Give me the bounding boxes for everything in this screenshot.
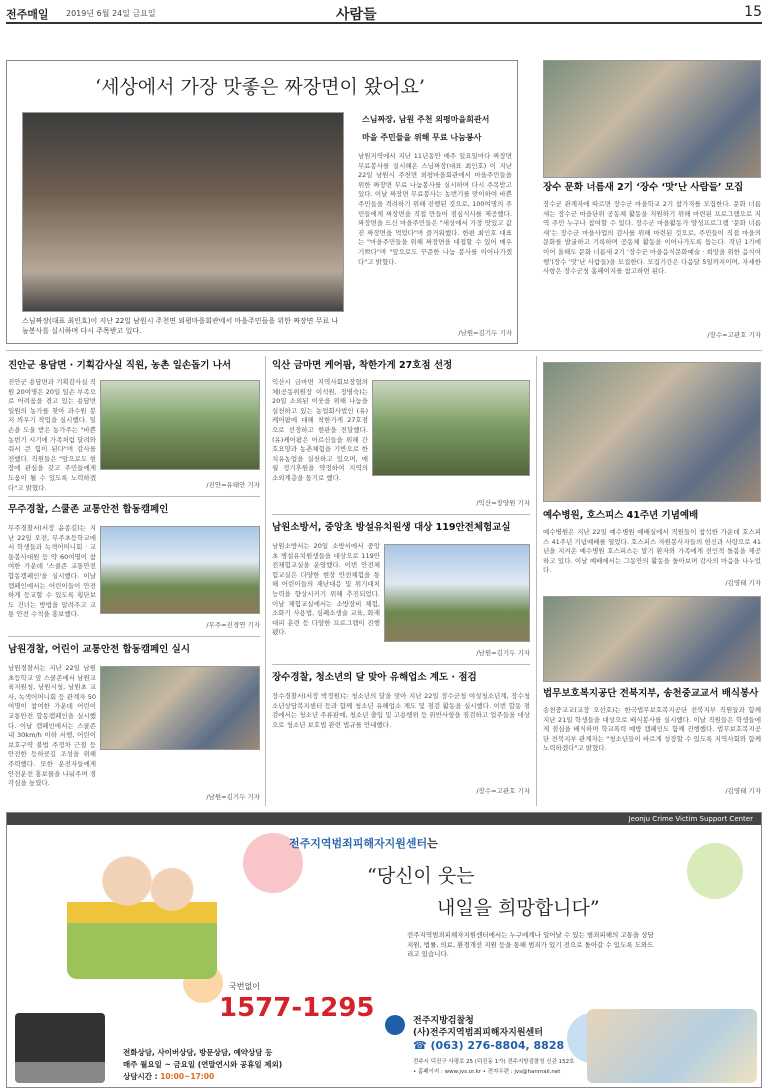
yesu-photo (543, 362, 761, 502)
jungang-headline: 남원소방서, 중앙초 방설유치원생 대상 119안전체험교실 (272, 522, 511, 533)
jinan-body: 진안군 용담면과 기획감사실 직원 20여명은 20일 일손 부족으로 어려움을 겪고 있는 용담면 일원의 농가를 찾아 과수원 봉지 씌우기 작업을 실시했다. 일손을 도울 받은 농가주는 "바쁜 농번기 시기에 가족처럼 달려와 줘서 큰 힘이 된다"며 감사를 전했다. 직원들은 "앞으로도 현장에 관심을 갖고 주민들에게 도움이 될 수 있도록 노력하겠다"고 밝혔다. (8, 378, 96, 492)
jangsu-body: 장수군 관계자에 따르면 장수군 마을학교 2기 참가자를 모집한다. 문화 너름새는 장수군 마을단위 공동체 활동을 지원하기 위해 마련된 프로그램으로 지역 주민 누구나 참여할 수 있다. 장수군 마을활동가 양성프로그램 ‘문화 너름새’는 장수군 마을사업의 감사를 위해 마련된 것으로, 주민들이 직접 마을의 문화를 발굴하고 기록하며 공동체 활동을 이어나가도록 돕는다. 작년 1기에 이어 올해도 문화 너름새 2기 ‘장수군 마을음식문화예술 · 희망을 위한 음식여행’(장수 ‘맛’난 사람들)을 모집한다. 모집기간은 다음달 5일까지이며, 자세한 사항은 장수군청 홈페이지를 참고하면 된다. (543, 200, 761, 276)
main-story-photo (22, 112, 344, 312)
ad-banner (7, 813, 761, 825)
prosecutors-office: 전주지방검찰청 (413, 1016, 474, 1026)
jungang-photo (384, 544, 530, 642)
jangsu-police-body: 장수경찰서(서장 박정원)는 청소년의 달을 맞아 지난 22일 장수군청 여성청소년계, 장수청소년상담복지센터 등과 함께 청소년 유해업소 계도 및 점검 활동을 실시했다. 이번 합동 점검에서는 청소년 주류판매, 청소년 출입 및 고용행위 등 위반사항을 점검하고 업주들을 대상으로 청소년 보호법 관련 법규를 안내했다. (272, 692, 530, 729)
namwon-police-byline: /남원=김기두 기자 (206, 793, 260, 801)
muju-headline: 무주경찰, 스쿨존 교통안전 합동캠페인 (8, 504, 169, 515)
ad-slogan-2: 내일을 희망합니다” (437, 897, 600, 919)
iksan-headline: 익산 금마면 케어팜, 착한가게 27호점 선정 (272, 360, 453, 371)
jangsu-group-photo (543, 60, 761, 178)
yesu-headline: 예수병원, 호스피스 41주년 기념예배 (543, 510, 699, 521)
center-phone: ☎ (063) 276-8804, 8828 (413, 1039, 565, 1052)
namwon-police-headline: 남원경찰, 어린이 교통안전 합동캠페인 실시 (8, 644, 191, 655)
divider-col2-a (272, 514, 530, 515)
yesu-byline: /김영태 기자 (725, 579, 761, 587)
main-quote-headline: ‘세상에서 가장 맛좋은 짜장면이 왔어요’ (95, 76, 425, 98)
divider-vertical-2 (536, 356, 537, 806)
ad-title-blue: 전주지역범죄피해자지원센터 (289, 837, 428, 850)
issue-date: 2019년 6월 24일 금요일 (66, 9, 156, 18)
section-title: 사람들 (336, 7, 377, 23)
crime-victim-center-ad (6, 812, 762, 1088)
namwon-police-photo (100, 666, 260, 750)
jangsu-headline: 장수 문화 너름새 2기 ‘장수 ‘맛’난 사람들’ 모집 (543, 182, 744, 193)
jungang-body: 남원소방서는 20일 소방서에서 중앙초 병설유치원생들을 대상으로 119안전체험교실을 운영했다. 이번 안전체험교실은 다양한 현장 안전체험을 통해 어린이들의 재난대응 및 위기대처 능력을 향상시키기 위해 추진되었다. 이날 체험교실에서는 소방장비 체험, 소화기 사용법, 심폐소생술 교육, 화재대피 훈련 등 다양한 프로그램이 진행됐다. (272, 542, 380, 637)
ad-title (289, 835, 589, 851)
beop-byline: /김영태 기자 (725, 787, 761, 795)
ad-hours: 매주 월요일 ~ 금요일 (연말연시와 공휴일 제외) (123, 1060, 283, 1069)
muju-photo (100, 526, 260, 614)
divider-col1-b (8, 636, 260, 637)
muju-byline: /무주=진경연 기자 (206, 621, 260, 629)
children-illustration (67, 839, 217, 979)
phone-number: 1577-1295 (219, 993, 375, 1023)
muju-body: 무주경찰서(서장 윤종길)는 지난 22일 오전, 무주초등학교에서 학생들과 녹색어머니회 · 교통봉사대원 등 약 60여명이 참여한 가운데 '스쿨존 교통안전 합동캠페인'을 실시했다. 이날 캠페인에서는 어린이들이 안전하게 등교할 수 있도록 횡단보도 건너는 방법을 알려주고 교통 안전 수칙을 홍보했다. (8, 524, 96, 619)
iksan-body: 익산시 금마면 지역사회보장협의체(공동위원장 이석원, 정병숙)는 20일 소외된 이웃을 위해 나눔을 실천하고 있는 농업회사법인 (유)케어팜에 대해 착한가게 27호점으로 선정하고 현판을 전달했다. (유)케어팜은 어르신들을 위해 간호요양과 농촌체험을 기반으로 한 치유농업을 실천하고 있으며, 매월 정기후원을 약정하여 지역의 소외계층을 돕기로 했다. (272, 378, 368, 482)
jinan-byline: /진안=유태안 기자 (206, 481, 260, 489)
iksan-photo (372, 380, 530, 476)
divider-vertical-1 (265, 356, 266, 806)
main-story-byline: /남원=김기두 기자 (458, 329, 512, 337)
page-header (6, 4, 762, 24)
ad-photo-family (587, 1009, 757, 1083)
ad-banner-text: Jeonju Crime Victim Support Center (628, 815, 753, 823)
namwon-police-body: 남원경찰서는 지난 22일 남원초등학교 앞 스쿨존에서 남원교육지원청, 남원시청, 남원초 교사, 녹색어머니회 등 관계자 50여명이 참여한 가운데 어린이 교통안전 합동캠페인을 실시했다. 이날 캠페인에서는 스쿨존 내 30km/h 이하 서행, 어린이 보호구역 불법 주정차 근절 등 안전한 등하굣길 조성을 위해 주력했다. 또한 운전자들에게 안전운전 홍보물을 나눠주며 경각심을 높였다. (8, 664, 96, 788)
center-address: 전주시 덕진구 사평로 25 (덕진동 1가) 전주지방검찰청 신관 152호 (413, 1059, 575, 1065)
divider-col1-a (8, 496, 260, 497)
center-org-name: (사)전주지역범죄피해자지원센터 (413, 1028, 543, 1038)
page-number: 15 (744, 4, 762, 20)
ad-time-value: 10:00~17:00 (160, 1072, 215, 1081)
center-logo-icon (385, 1015, 405, 1035)
main-story-subhead-1: 스님짜장, 남원 주천 외평마을회관서 (362, 115, 490, 124)
ad-intro: 전주지역범죄피해자지원센터에서는 누구에게나 일어날 수 있는 범죄피해의 고통을 상담지원, 법률, 의료, 환경개선 지원 등을 통해 범죄가 있기 전으로 돌아갈 수 있도록 도와드리고 있습니다. (407, 931, 654, 958)
footer-graphic (15, 1013, 105, 1083)
jinan-photo (100, 380, 260, 470)
newspaper-name: 전주매일 (6, 8, 49, 21)
ad-services: 전화상담, 사이버상담, 방문상담, 예약상담 등 (123, 1048, 273, 1057)
ad-time (123, 1071, 214, 1082)
ad-slogan-1: “당신이 웃는 (367, 865, 475, 887)
divider-col2-b (272, 664, 530, 665)
main-story-body: 남원지역에서 지난 11년동안 매주 일요일마다 짜장면 무료봉사를 실시해온 스님짜장(대표 최인호) 이 지난 22일 남원시 주천면 외평마을회관에서 마을주민들을 위한 짜장면 무료 나눔봉사를 실시하며 다시 주목받고 있다. 이날 짜장면 무료봉사는 농번기를 맞이하여 바쁜 주민들을 격려하기 위해 진행된 것으로, 100여명의 주민들에게 짜장면을 직접 만들어 점심식사를 제공했다. 짜장면을 드신 마을주민들은 "세상에서 가장 맛있고 값진 짜장면을 먹었다"며 즐거워했다. 한편 최인호 대표는 "마을주민들을 위해 짜장면을 대접할 수 있어 매우 기쁘다"며 "앞으로도 꾸준한 나눔 봉사를 이어나가겠다"고 밝혔다. (358, 152, 512, 266)
ad-time-label: 상담시간 : (123, 1072, 161, 1081)
yesu-body: 예수병원은 지난 22일 예수병원 예배실에서 직원들이 참석한 가운데 호스피스 41주년 기념예배를 열었다. 호스피스 자원봉사자들의 헌신과 사랑으로 41년을 지켜온 예수병원 호스피스는 말기 환자와 가족에게 전인적 돌봄을 제공하고 있다. 이날 예배에서는 그동안의 활동을 돌아보며 감사의 마음을 나누었다. (543, 528, 761, 575)
main-story-subhead-2: 마을 주민들을 위해 무료 나눔봉사 (362, 133, 482, 142)
iksan-byline: /익산=장양원 기자 (476, 499, 530, 507)
jangsu-police-byline: /장수=고관호 기자 (476, 787, 530, 795)
main-story-caption: 스님짜장(대표 최인호)이 지난 22일 남원시 주천면 외평마을회관에서 마을주민들을 위한 짜장면 무료 나눔봉사를 실시하며 다시 주목받고 있다. (22, 317, 339, 335)
ad-title-suffix: 는 (427, 837, 438, 850)
jinan-headline: 진안군 용담면 · 기획감사실 직원, 농촌 일손돕기 나서 (8, 360, 232, 371)
center-web: • 홈페이지 : www.jvs.or.kr • 전자우편 : jvs@hanmail.net (413, 1069, 561, 1075)
phone-label: 국번없이 (229, 982, 260, 991)
jangsu-police-headline: 장수경찰, 청소년의 달 맞아 유해업소 계도 · 점검 (272, 672, 477, 683)
jungang-byline: /남원=김기두 기자 (476, 649, 530, 657)
divider-top (6, 350, 762, 351)
beop-photo (543, 596, 761, 682)
beop-body: 송천중교교(교장 오선호)는 한국법무보호복지공단 전북지부 직원들과 함께 지난 21일 학생들을 대상으로 배식봉사를 실시했다. 이날 직원들은 학생들에게 점심을 배식하며 학교폭력 예방 캠페인도 함께 진행했다. 법무보호복지공단 전북지부 관계자는 "청소년들이 바르게 성장할 수 있도록 지역사회와 함께 노력하겠다"고 밝혔다. (543, 706, 761, 753)
decor-circle-green (687, 843, 743, 899)
jangsu-byline: /장수=고관호 기자 (707, 331, 761, 339)
beop-headline: 법무보호복지공단 전북지부, 송천중교교서 배식봉사 (543, 688, 759, 699)
